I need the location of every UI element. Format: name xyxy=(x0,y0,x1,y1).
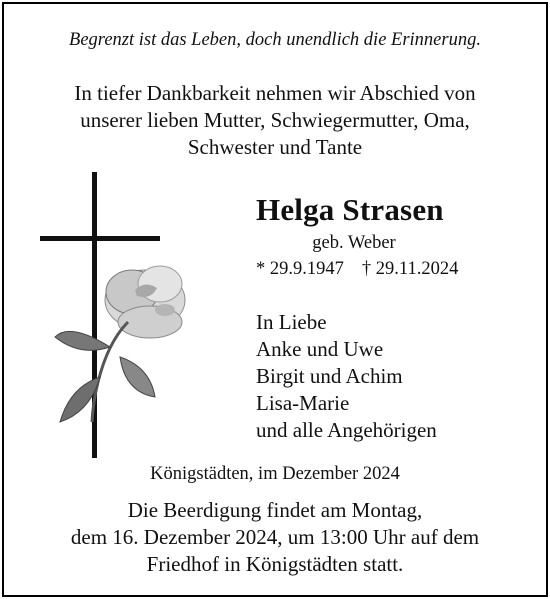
intro-text xyxy=(4,80,546,161)
funeral-line: Friedhof in Königstädten statt. xyxy=(146,552,404,576)
deceased-name: Helga Strasen xyxy=(256,192,444,227)
funeral-info xyxy=(4,497,546,578)
mourner-line: Lisa-Marie xyxy=(256,391,350,415)
birth-name: geb. Weber xyxy=(312,233,396,253)
obituary-notice xyxy=(2,2,548,597)
funeral-line: dem 16. Dezember 2024, um 13:00 Uhr auf dem xyxy=(70,525,480,549)
place-date: Königstädten, im Dezember 2024 xyxy=(150,464,400,484)
intro-line: In tiefer Dankbarkeit nehmen wir Abschied von xyxy=(74,81,476,105)
cross-and-rose-illustration xyxy=(40,172,200,467)
motto: Begrenzt ist das Leben, doch unendlich die Erinnerung. xyxy=(69,30,481,50)
mourner-line: Anke und Uwe xyxy=(256,337,384,361)
mourner-line: Birgit und Achim xyxy=(256,364,403,388)
funeral-line: Die Beerdigung findet am Montag, xyxy=(127,498,423,522)
cross-icon xyxy=(40,172,200,462)
intro-line: Schwester und Tante xyxy=(187,135,363,159)
birth-date: * 29.9.1947 xyxy=(256,259,344,279)
mourner-line: und alle Angehörigen xyxy=(256,418,437,442)
mourner-line: In Liebe xyxy=(256,310,327,334)
rose-icon xyxy=(55,266,185,422)
life-dates xyxy=(256,259,458,280)
death-date: † 29.11.2024 xyxy=(361,259,459,279)
intro-line: unserer lieben Mutter, Schwiegermutter, Oma, xyxy=(80,108,470,132)
mourners-list xyxy=(256,309,437,444)
